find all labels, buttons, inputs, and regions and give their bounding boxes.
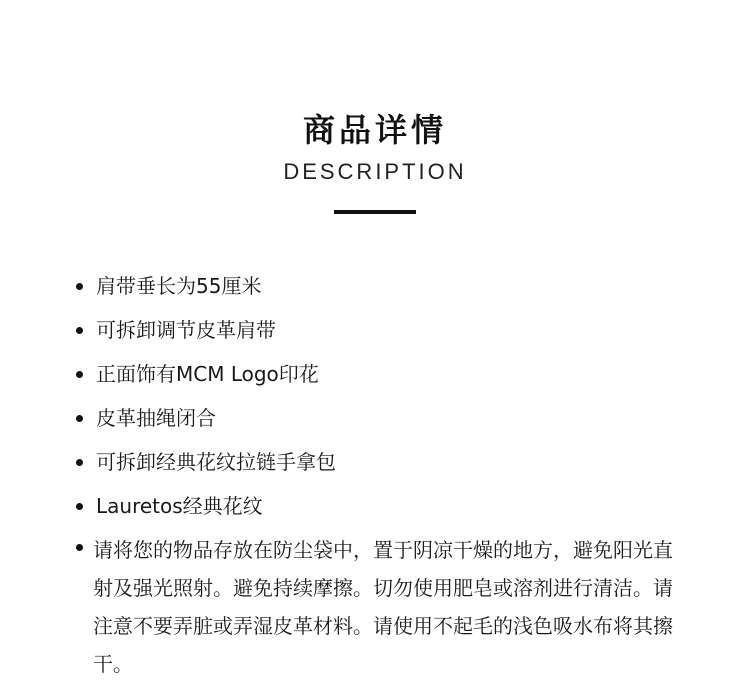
list-item-text: 肩带垂长为55厘米 (96, 274, 262, 298)
care-instructions-text: 请将您的物品存放在防尘袋中，置于阴凉干燥的地方，避免阳光直射及强光照射。避免持续摩擦。切勿使用肥皂或溶剂进行清洁。请注意不要弄脏或弄湿皮革材料。请使用不起毛的浅色吸水布将其擦干。 (93, 538, 673, 676)
bullet-icon (76, 283, 83, 290)
list-item (76, 440, 676, 484)
bullet-icon (76, 503, 83, 510)
list-item (76, 352, 676, 396)
list-item-text: 正面饰有MCM Logo印花 (96, 362, 319, 386)
list-item-text: 皮革抽绳闭合 (96, 406, 216, 430)
bullet-icon (76, 459, 83, 466)
care-instructions (76, 531, 676, 683)
list-item-text: 可拆卸调节皮革肩带 (96, 318, 276, 342)
list-item (76, 264, 676, 308)
bullet-icon (76, 327, 83, 334)
list-item (76, 484, 676, 528)
list-item-text: Lauretos经典花纹 (96, 494, 263, 518)
section-title-en: DESCRIPTION (283, 159, 467, 184)
title-divider (334, 210, 416, 214)
list-item-text: 可拆卸经典花纹拉链手拿包 (96, 450, 336, 474)
section-header (0, 108, 750, 186)
bullet-icon (76, 544, 83, 551)
bullet-icon (76, 371, 83, 378)
feature-list (76, 264, 676, 528)
list-item (76, 396, 676, 440)
bullet-icon (76, 415, 83, 422)
list-item (76, 308, 676, 352)
section-title-cn: 商品详情 (302, 111, 447, 149)
